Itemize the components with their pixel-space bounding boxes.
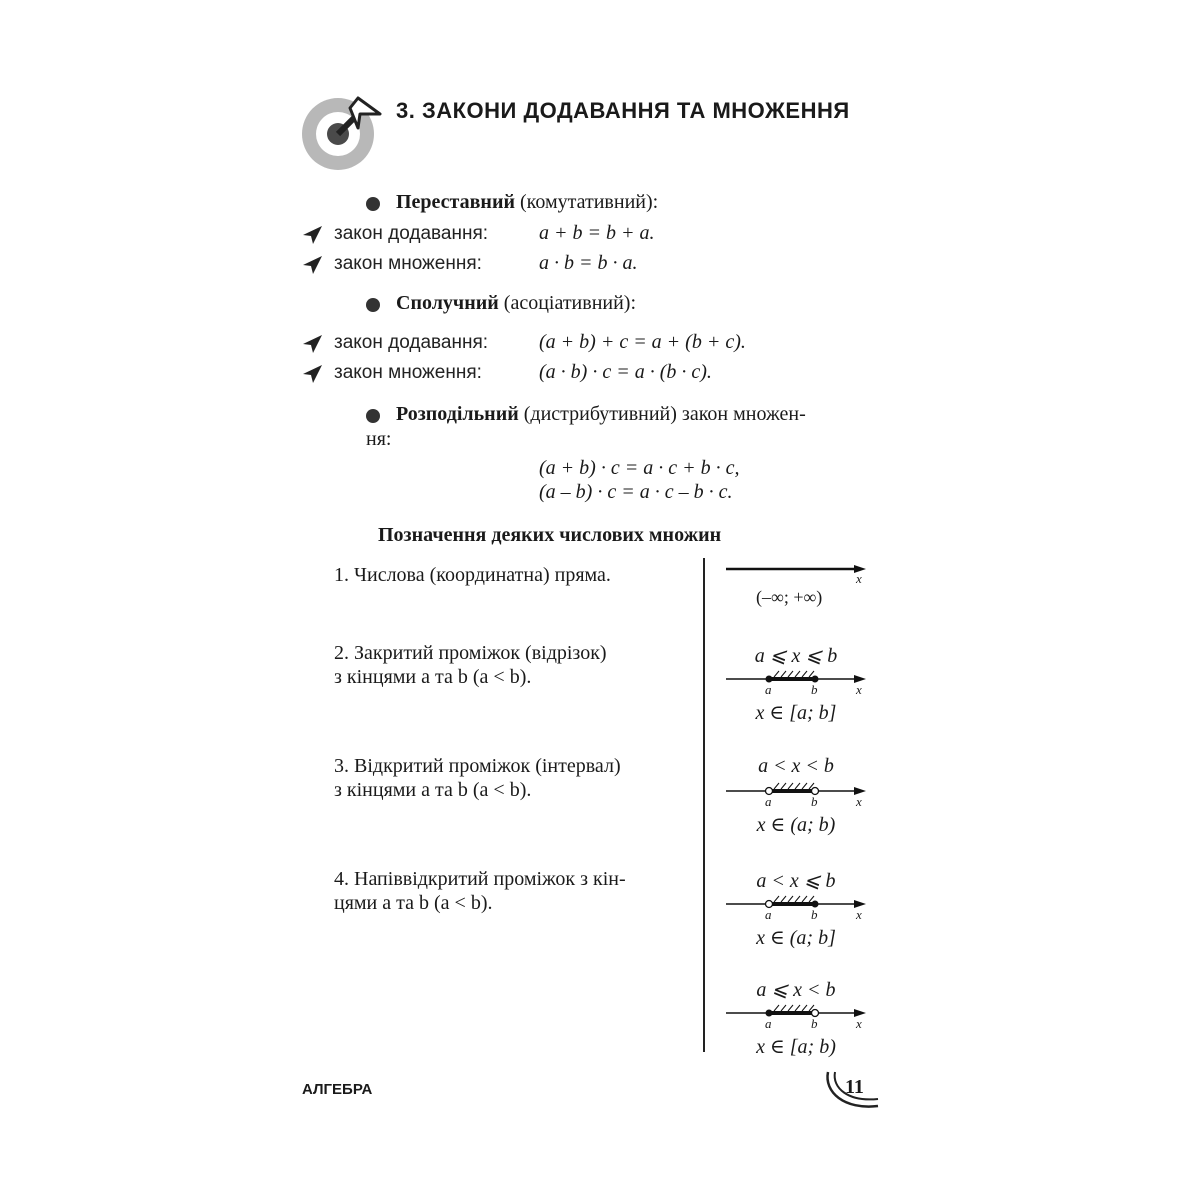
associative-add-label: закон додавання: [334,332,489,353]
section-title: 3. ЗАКОНИ ДОДАВАННЯ ТА МНОЖЕННЯ [396,98,850,123]
number-line-half-open-left [722,998,872,1028]
endpoint-a-label: a [765,682,772,697]
set-item [334,867,626,915]
pointer-arrow-icon [302,334,324,354]
inequality-label: a < x < b [758,755,834,777]
distributive-heading [396,403,806,426]
distributive-formula-1: (a + b) · c = a · c + b · c, [539,457,740,479]
associative-mul-label: закон множення: [334,362,482,383]
law-name: Переставний [396,191,515,213]
interval-notation: (–∞; +∞) [756,587,823,607]
law-name: Розподільний [396,403,519,425]
axis-x-label: x [856,571,862,586]
law-name: Сполучний [396,292,499,314]
set-item-line: 4. Напіввідкритий проміжок з кін- [334,868,626,890]
footer-subject: АЛГЕБРА [302,1081,373,1098]
endpoint-b-label: b [811,794,818,809]
associative-heading [396,292,636,315]
set-item [334,754,621,802]
set-item [334,641,607,689]
set-item-line: з кінцями a та b (a < b). [334,666,532,688]
associative-add-formula: (a + b) + c = a + (b + c). [539,331,746,353]
interval-notation: x ∈ [a; b] [755,702,837,724]
law-qualifier: (комутативний): [520,191,659,213]
endpoint-b-label: b [811,907,818,922]
number-line-half-open-right [722,889,872,919]
commutative-heading [396,191,658,214]
inequality-label: a < x ⩽ b [756,870,836,892]
axis-x-label: x [856,682,862,697]
commutative-add-label: закон додавання: [334,223,489,244]
pointer-arrow-icon [302,225,324,245]
endpoint-a-label: a [765,1016,772,1031]
set-item-line: цями a та b (a < b). [334,892,493,914]
bullet-icon [366,409,380,423]
set-item-line: з кінцями a та b (a < b). [334,779,532,801]
axis-x-label: x [856,794,862,809]
associative-mul-formula: (a · b) · c = a · (b · c). [539,361,712,383]
commutative-mul-formula: a · b = b · a. [539,252,638,274]
interval-notation: x ∈ (a; b] [756,927,836,949]
distributive-heading-cont: ня: [366,428,392,450]
axis-x-label: x [856,907,862,922]
distributive-formula-2: (a – b) · c = a · c – b · c. [539,481,733,503]
endpoint-b-label: b [811,1016,818,1031]
bullet-icon [366,197,380,211]
interval-notation: x ∈ (a; b) [756,814,836,836]
page-number: 11 [845,1076,864,1098]
endpoint-a-label: a [765,794,772,809]
pointer-arrow-icon [302,364,324,384]
number-line-open [722,776,872,806]
law-qualifier: (дистрибутивний) закон множен- [523,403,806,425]
number-line-full [722,558,872,588]
inequality-label: a ⩽ x ⩽ b [754,645,838,667]
target-arrow-icon [298,92,388,174]
pointer-arrow-icon [302,255,324,275]
endpoint-b-label: b [811,682,818,697]
endpoint-a-label: a [765,907,772,922]
inequality-label: a ⩽ x < b [756,979,836,1001]
set-item [334,563,611,587]
column-divider [703,558,705,1052]
set-item-line: 3. Відкритий проміжок (інтервал) [334,755,621,777]
set-item-line: 1. Числова (координатна) пряма. [334,564,611,586]
axis-x-label: x [856,1016,862,1031]
set-item-line: 2. Закритий проміжок (відрізок) [334,642,607,664]
number-line-closed [722,664,872,694]
bullet-icon [366,298,380,312]
law-qualifier: (асоціативний): [503,292,637,314]
interval-notation: x ∈ [a; b) [756,1036,836,1058]
commutative-add-formula: a + b = b + a. [539,222,655,244]
sets-heading: Позначення деяких числових множин [378,524,722,546]
commutative-mul-label: закон множення: [334,253,482,274]
